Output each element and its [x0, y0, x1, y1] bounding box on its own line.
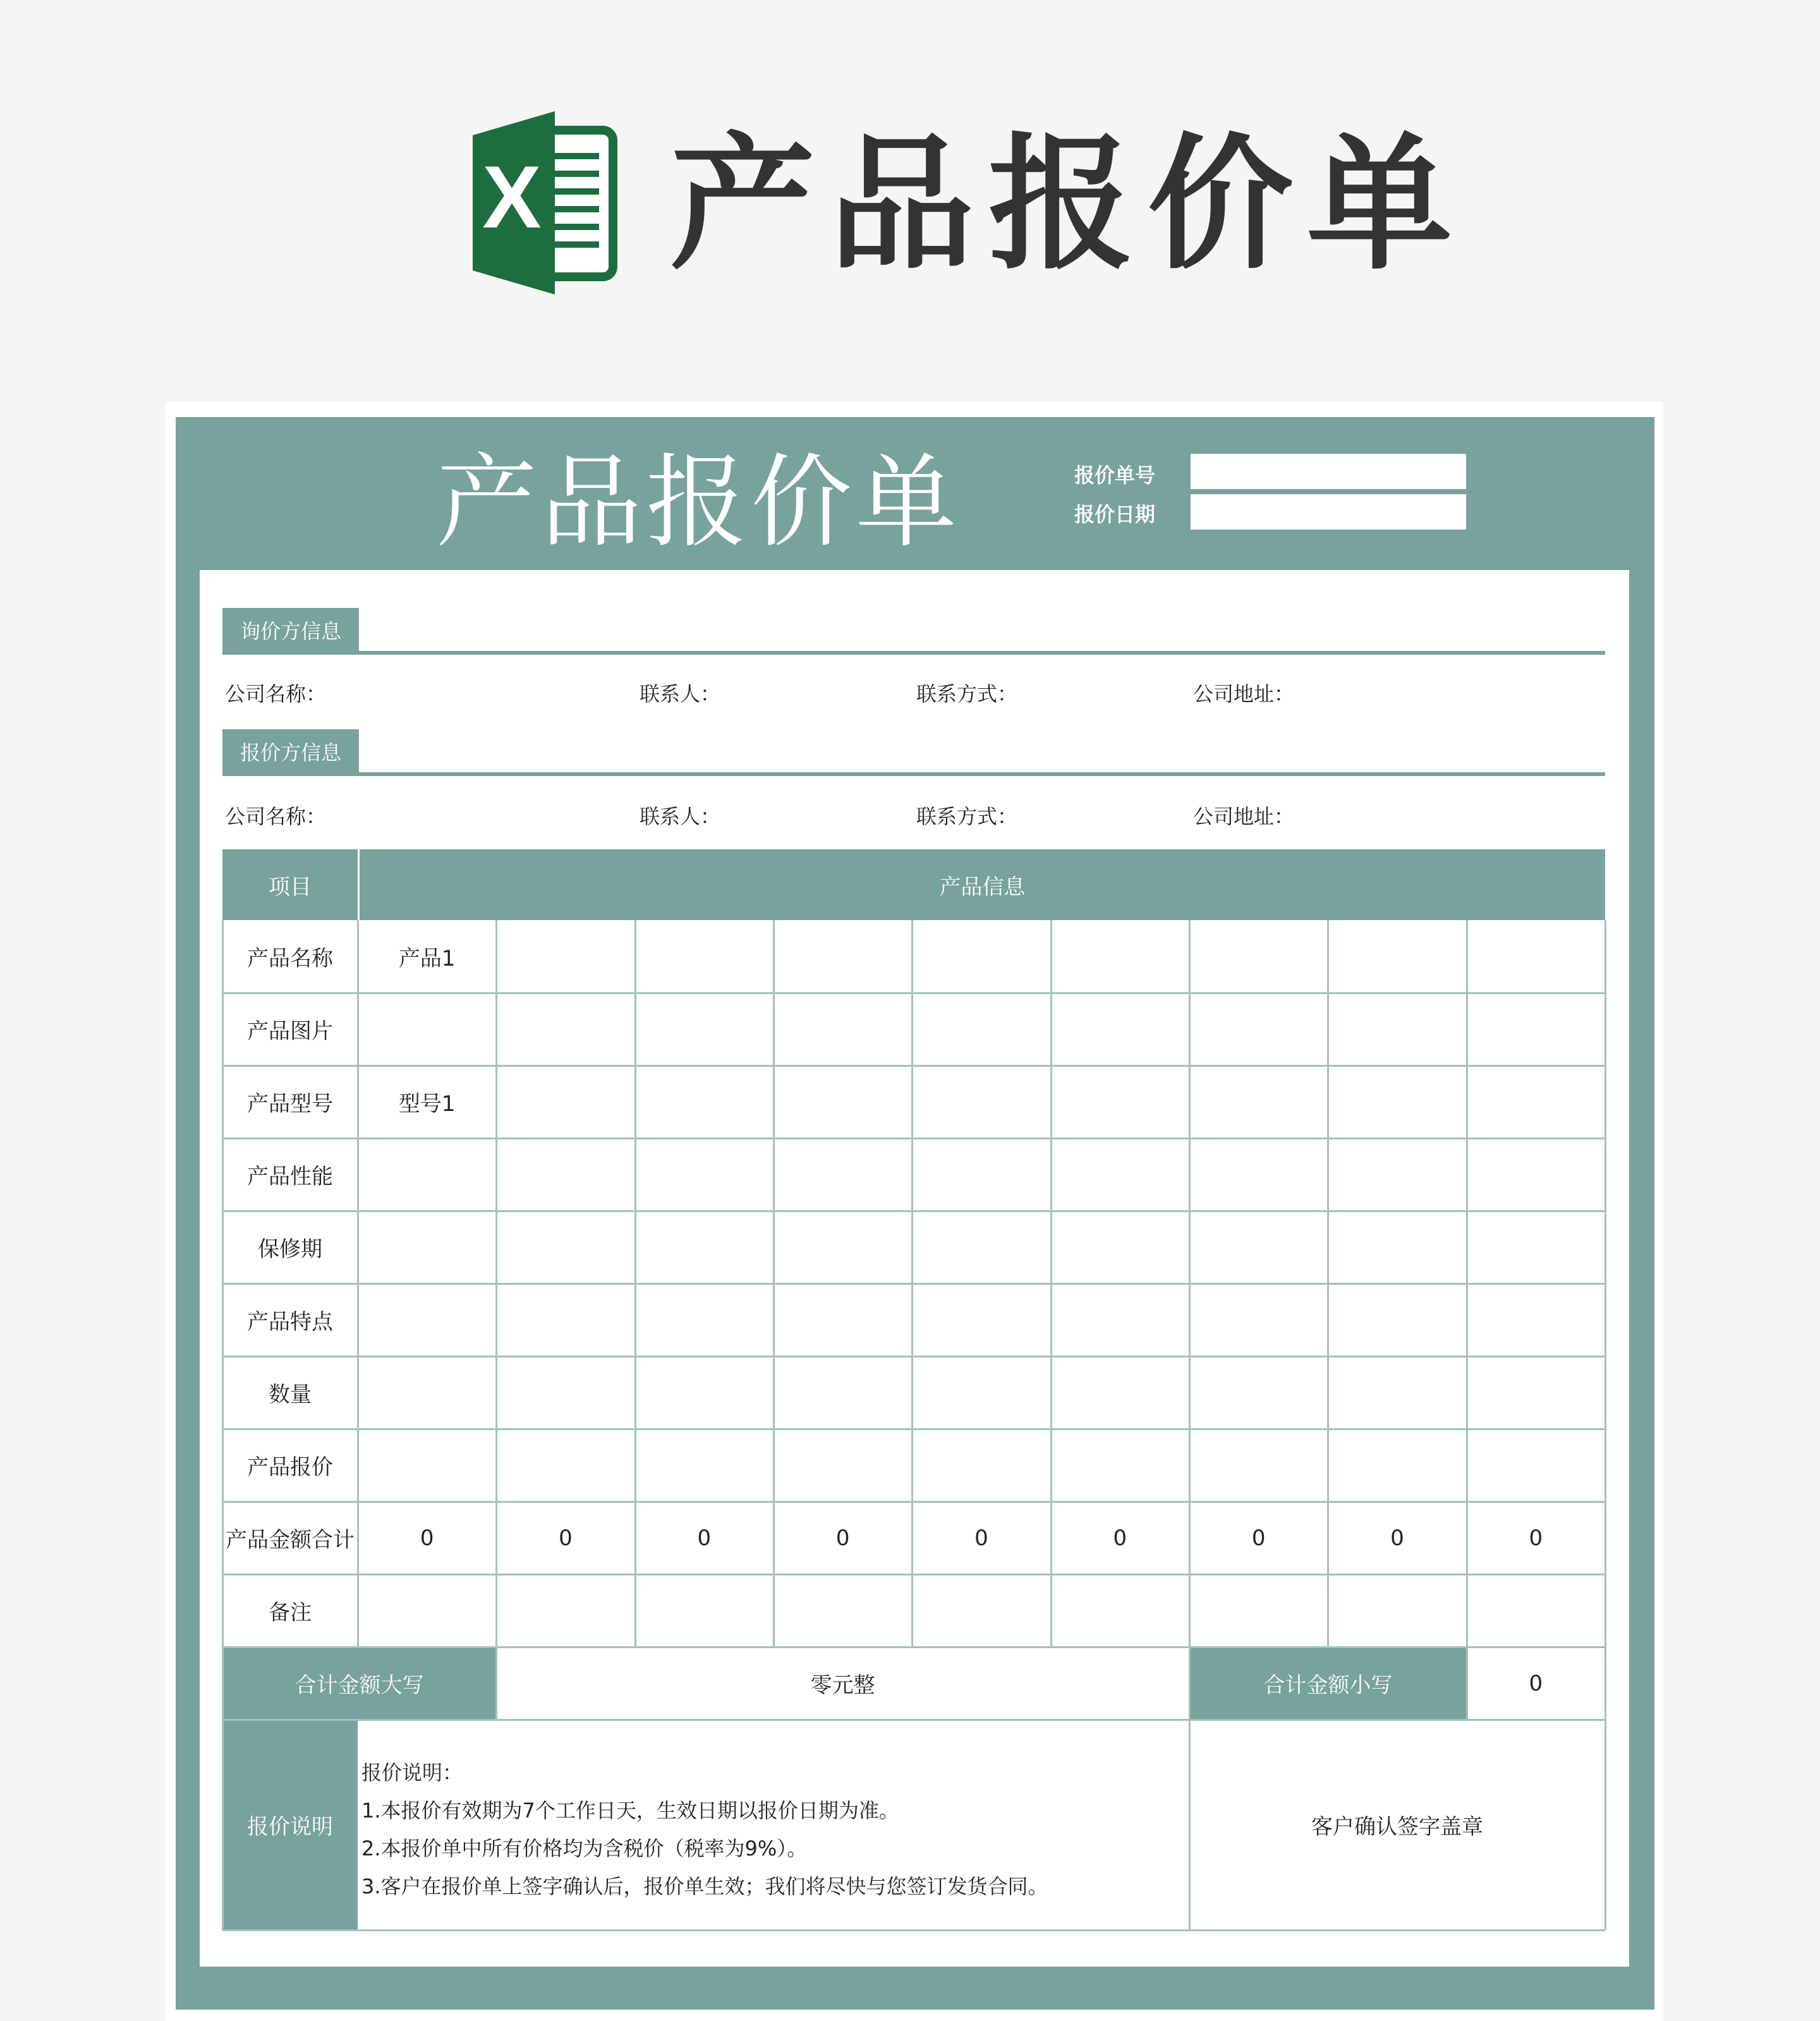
table-cell[interactable]: [912, 1138, 1050, 1211]
grid-line: [1605, 920, 1606, 1930]
table-cell[interactable]: [635, 1211, 774, 1284]
table-cell[interactable]: 0: [974, 1525, 988, 1551]
table-cell[interactable]: [1051, 920, 1189, 993]
table-cell[interactable]: [774, 1138, 912, 1211]
table-cell[interactable]: 型号1: [398, 1091, 456, 1117]
quoter-address-label: 公司地址：: [1193, 804, 1295, 828]
table-cell[interactable]: [1189, 920, 1328, 993]
quote-number-label: 报价单号: [1074, 463, 1156, 487]
inquirer-phone-label: 联系方式：: [916, 682, 1018, 706]
grid-line: [222, 1065, 1605, 1067]
table-cell[interactable]: [358, 1284, 496, 1356]
table-cell[interactable]: [358, 993, 496, 1065]
table-cell[interactable]: [496, 1574, 634, 1647]
table-cell[interactable]: [1051, 1429, 1189, 1502]
table-cell[interactable]: 0: [697, 1525, 712, 1551]
table-cell[interactable]: [1467, 1211, 1605, 1284]
table-cell[interactable]: [774, 1211, 912, 1284]
table-cell[interactable]: [1051, 1356, 1189, 1429]
table-cell[interactable]: [912, 920, 1050, 993]
grid-line: [1466, 1647, 1468, 1720]
table-cell[interactable]: [1051, 993, 1189, 1065]
table-cell[interactable]: [635, 1284, 774, 1356]
table-cell[interactable]: [1328, 1356, 1466, 1429]
table-cell[interactable]: [1189, 1211, 1328, 1284]
table-cell[interactable]: [496, 1138, 634, 1211]
table-cell[interactable]: [496, 1284, 634, 1356]
notes-line: 2.本报价单中所有价格均为含税价（税率为9%）。: [361, 1836, 808, 1860]
table-cell[interactable]: [496, 920, 634, 993]
table-cell[interactable]: [774, 1429, 912, 1502]
notes-text: [358, 1720, 1189, 1930]
table-cell[interactable]: [1328, 993, 1466, 1065]
grid-line: [222, 992, 1605, 994]
form-title: 产品报价单: [436, 443, 961, 561]
table-cell[interactable]: [496, 1065, 634, 1138]
table-cell[interactable]: [635, 920, 774, 993]
grid-line: [222, 1210, 1605, 1212]
table-cell[interactable]: [774, 1065, 912, 1138]
row-label: 备注: [269, 1600, 312, 1625]
row-label: 产品图片: [247, 1019, 333, 1044]
table-cell[interactable]: [1467, 1429, 1605, 1502]
grid-line: [222, 1428, 1605, 1430]
table-cell[interactable]: [1467, 993, 1605, 1065]
row-label: 产品报价: [247, 1455, 333, 1480]
table-cell[interactable]: 0: [1113, 1525, 1127, 1551]
excel-icon-letter: X: [482, 147, 542, 246]
header-product-info-cell: 产品信息: [360, 849, 1605, 920]
notes-line: 3.客户在报价单上签字确认后，报价单生效；我们将尽快与您签订发货合同。: [361, 1874, 1048, 1898]
grid-line: [495, 1647, 497, 1720]
table-cell[interactable]: [1328, 1065, 1466, 1138]
total-lower-label: 合计金额小写: [1189, 1647, 1467, 1720]
table-cell[interactable]: [358, 1211, 496, 1284]
grid-line: [222, 920, 224, 1930]
excel-icon: [473, 111, 618, 294]
quoter-contact-label: 联系人：: [640, 804, 721, 828]
table-cell[interactable]: [1189, 1284, 1328, 1356]
table-cell[interactable]: [635, 1138, 774, 1211]
table-cell[interactable]: [635, 1429, 774, 1502]
table-cell[interactable]: [912, 1211, 1050, 1284]
product-table: [222, 849, 1605, 1932]
table-cell[interactable]: [358, 1356, 496, 1429]
table-cell[interactable]: [1189, 1138, 1328, 1211]
table-cell[interactable]: [1328, 1429, 1466, 1502]
table-cell[interactable]: [774, 1284, 912, 1356]
quote-date-field[interactable]: [1191, 494, 1466, 530]
banner-title: 产品报价单: [670, 121, 1467, 289]
table-cell[interactable]: [912, 1574, 1050, 1647]
table-cell[interactable]: [912, 1356, 1050, 1429]
signature-label: 客户确认签字盖章: [1311, 1814, 1483, 1840]
table-cell[interactable]: [1189, 1356, 1328, 1429]
table-cell[interactable]: [496, 1211, 634, 1284]
grid-line: [222, 1929, 1605, 1931]
table-cell[interactable]: [912, 993, 1050, 1065]
header-item-cell: 项目: [222, 849, 358, 920]
notes-label: 报价说明: [222, 1720, 358, 1930]
table-cell[interactable]: 0: [1251, 1525, 1266, 1551]
table-cell[interactable]: [1467, 1574, 1605, 1647]
table-cell[interactable]: [1189, 1429, 1328, 1502]
table-cell[interactable]: [496, 1429, 634, 1502]
quoter-section-divider: [222, 772, 1605, 776]
row-label: 产品性能: [247, 1164, 333, 1189]
total-upper-value: 零元整: [810, 1673, 875, 1698]
grid-line: [222, 1501, 1605, 1503]
inquirer-section-tab: 询价方信息: [222, 608, 359, 655]
inquirer-section-divider: [222, 651, 1605, 655]
table-cell[interactable]: [635, 993, 774, 1065]
grid-line: [222, 1574, 1605, 1575]
table-cell[interactable]: [1467, 1356, 1605, 1429]
row-label: 产品型号: [247, 1091, 333, 1117]
grid-line: [222, 1356, 1605, 1357]
table-cell[interactable]: 0: [559, 1525, 573, 1551]
total-lower-value: 0: [1529, 1670, 1543, 1696]
table-cell[interactable]: 产品1: [398, 946, 456, 971]
table-cell[interactable]: [774, 993, 912, 1065]
table-cell[interactable]: [496, 993, 634, 1065]
inquirer-contact-label: 联系人：: [640, 682, 721, 706]
table-cell[interactable]: [1189, 1574, 1328, 1647]
table-cell[interactable]: [1328, 1574, 1466, 1647]
table-cell[interactable]: [635, 1574, 774, 1647]
inquirer-address-label: 公司地址：: [1193, 682, 1295, 706]
table-cell[interactable]: [496, 1356, 634, 1429]
inquirer-company-label: 公司名称：: [225, 682, 327, 706]
table-cell[interactable]: 0: [1390, 1525, 1404, 1551]
total-upper-label: 合计金额大写: [222, 1647, 496, 1720]
quoter-section-tab: 报价方信息: [222, 729, 359, 776]
table-cell[interactable]: [1189, 1065, 1328, 1138]
notes-line: 报价说明：: [361, 1761, 463, 1785]
table-cell[interactable]: [1051, 1284, 1189, 1356]
row-label: 保修期: [258, 1237, 322, 1262]
table-cell[interactable]: 0: [1529, 1525, 1543, 1551]
table-cell[interactable]: [1328, 920, 1466, 993]
grid-line: [222, 1719, 1605, 1721]
table-cell[interactable]: [1051, 1138, 1189, 1211]
table-cell[interactable]: [1467, 1065, 1605, 1138]
table-cell[interactable]: [912, 1284, 1050, 1356]
table-cell[interactable]: [1328, 1138, 1466, 1211]
table-cell[interactable]: [1328, 1284, 1466, 1356]
table-cell[interactable]: [358, 1138, 496, 1211]
quoter-company-label: 公司名称：: [225, 804, 327, 828]
row-label: 产品特点: [247, 1309, 333, 1335]
table-cell[interactable]: [1328, 1211, 1466, 1284]
table-cell[interactable]: [1467, 1138, 1605, 1211]
table-cell[interactable]: [1467, 1284, 1605, 1356]
table-cell[interactable]: [1467, 920, 1605, 993]
table-cell[interactable]: [774, 1356, 912, 1429]
table-cell[interactable]: [635, 1065, 774, 1138]
table-cell[interactable]: [358, 1574, 496, 1647]
quote-number-field[interactable]: [1191, 454, 1466, 489]
grid-line: [222, 1138, 1605, 1139]
grid-line: [1189, 1647, 1191, 1930]
grid-line: [222, 1646, 1605, 1648]
table-cell[interactable]: [912, 1065, 1050, 1138]
table-cell[interactable]: [635, 1356, 774, 1429]
table-cell[interactable]: [1051, 1211, 1189, 1284]
table-cell[interactable]: [358, 1429, 496, 1502]
table-cell[interactable]: [1051, 1574, 1189, 1647]
quoter-phone-label: 联系方式：: [916, 804, 1018, 828]
row-label: 产品金额合计: [226, 1527, 355, 1553]
table-cell[interactable]: [1051, 1065, 1189, 1138]
row-label: 数量: [269, 1382, 312, 1407]
table-cell[interactable]: 0: [420, 1525, 434, 1551]
row-label: 产品名称: [247, 946, 333, 971]
grid-line: [222, 1283, 1605, 1285]
table-cell[interactable]: [774, 1574, 912, 1647]
table-cell[interactable]: [1189, 993, 1328, 1065]
quote-date-label: 报价日期: [1074, 502, 1156, 526]
notes-line: 1.本报价有效期为7个工作日天，生效日期以报价日期为准。: [361, 1799, 899, 1823]
table-cell[interactable]: 0: [835, 1525, 850, 1551]
table-cell[interactable]: [774, 920, 912, 993]
table-cell[interactable]: [912, 1429, 1050, 1502]
